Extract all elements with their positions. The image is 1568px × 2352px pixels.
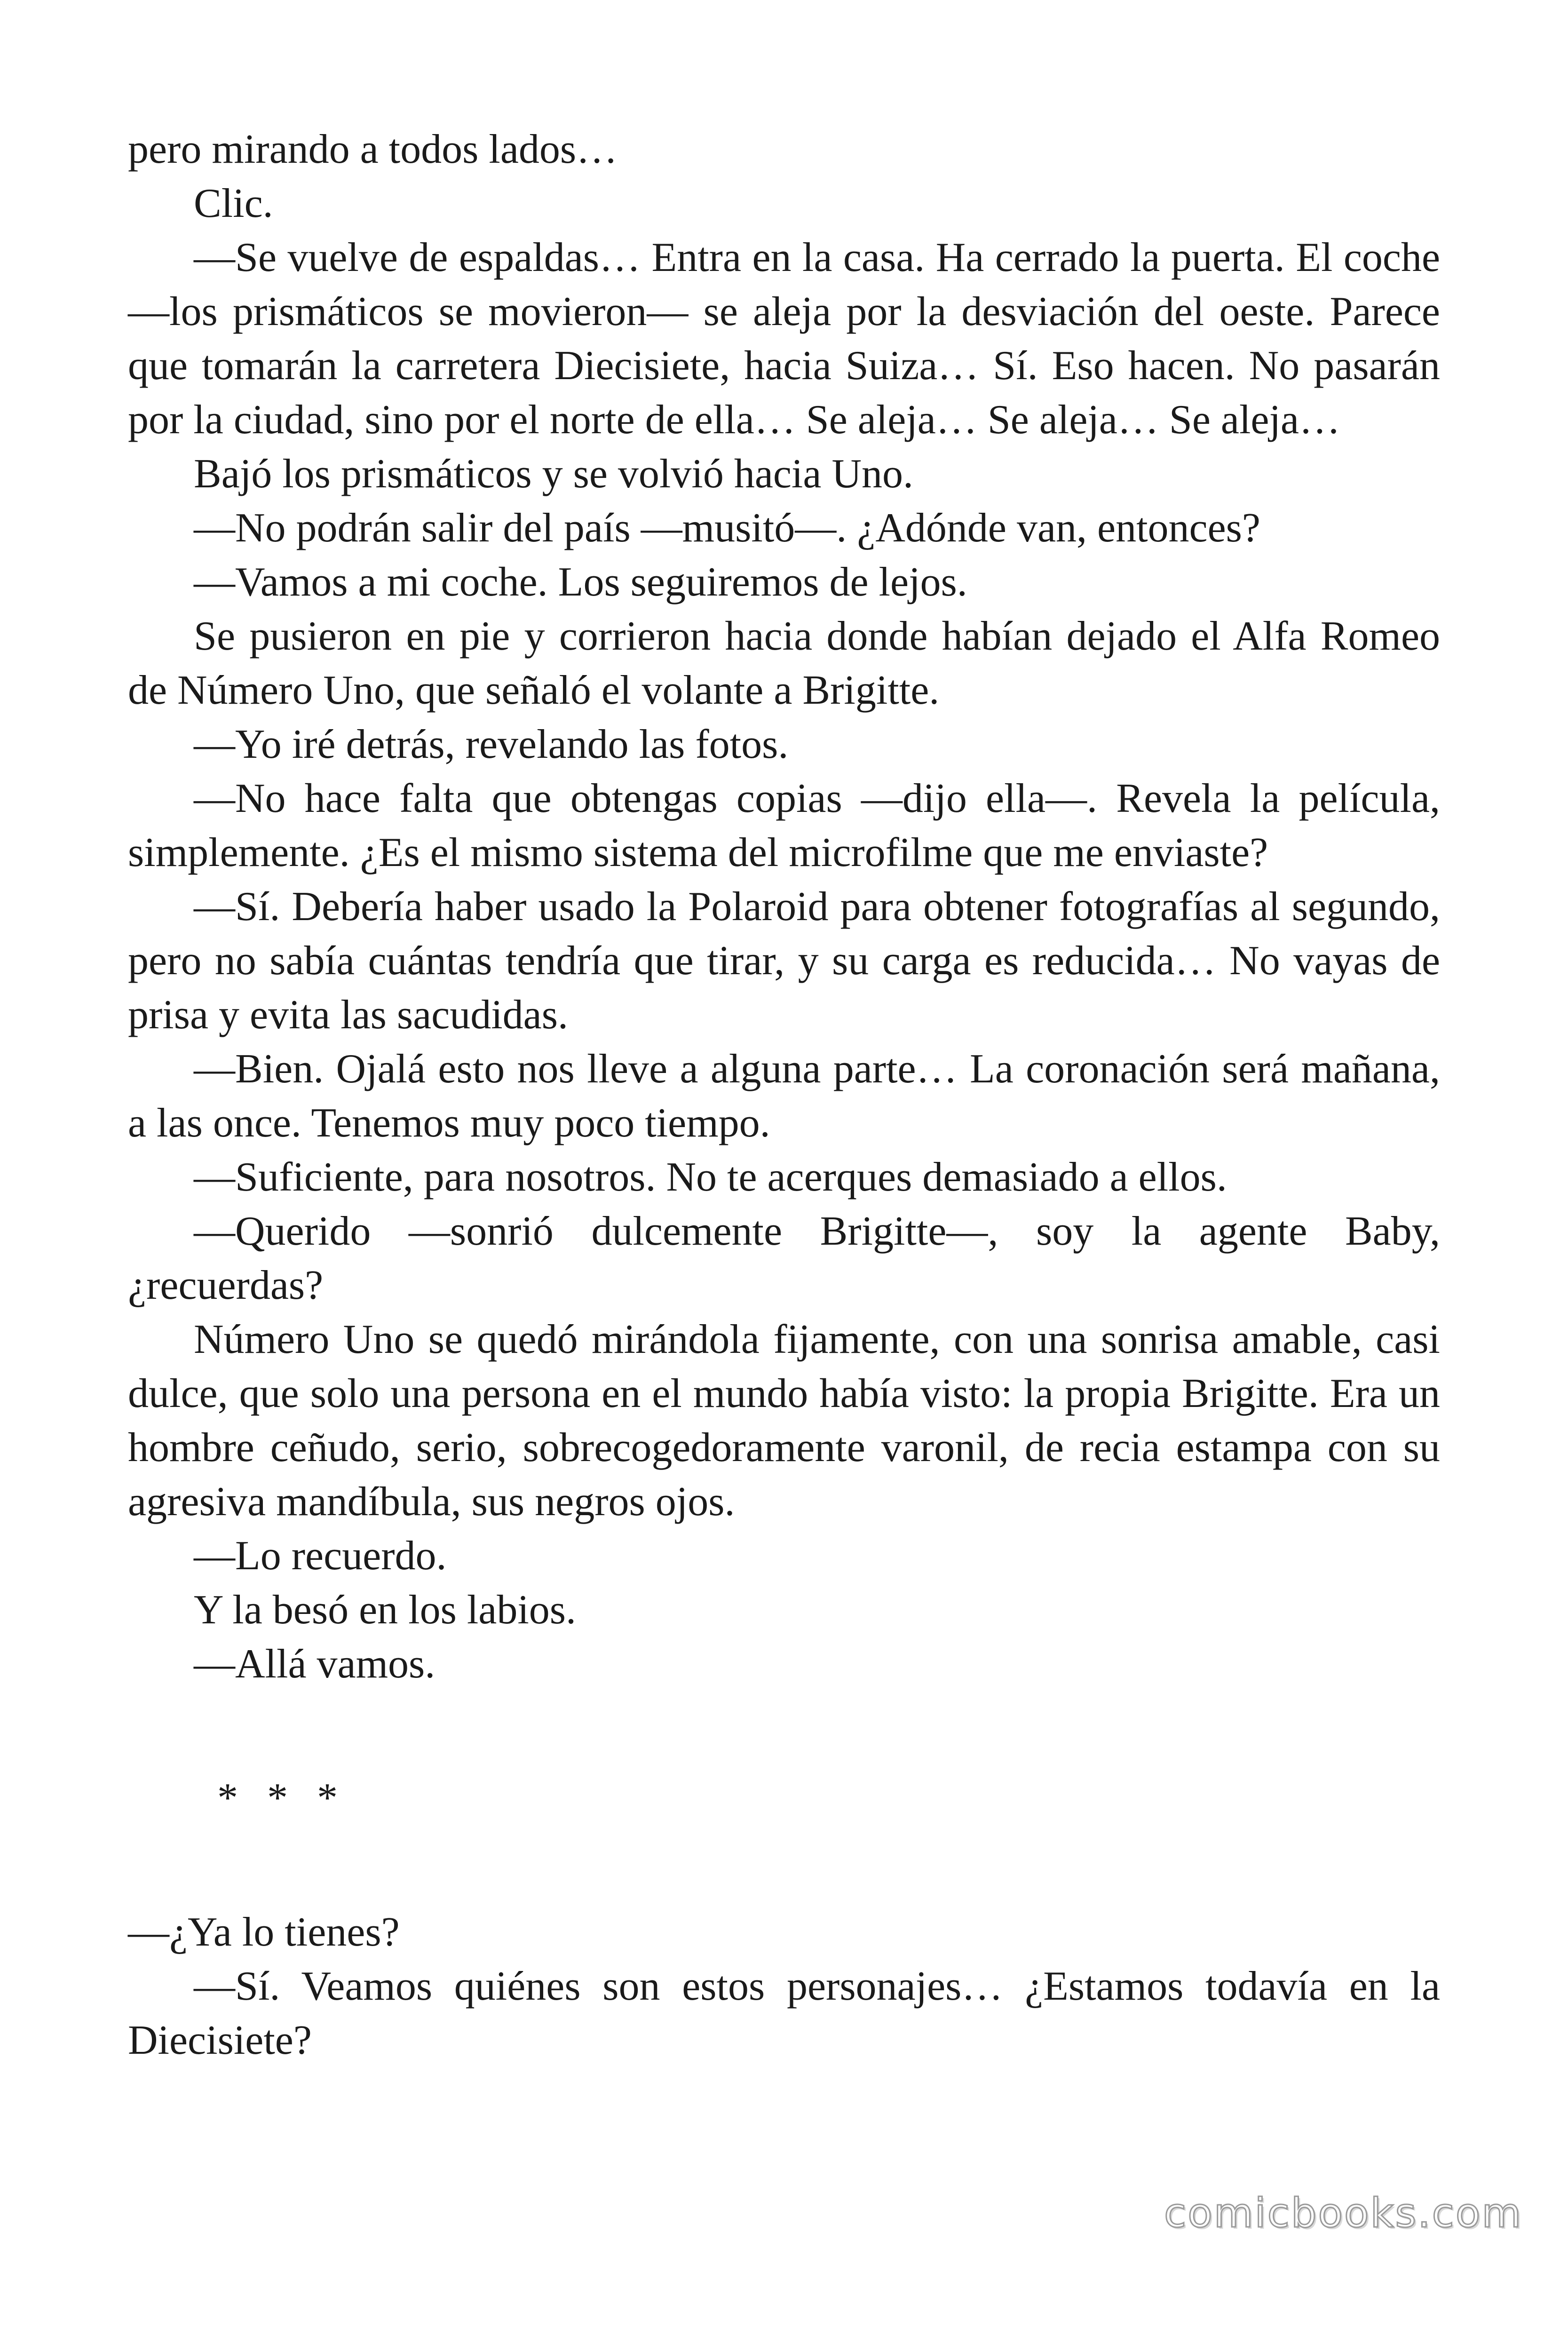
paragraph: —No hace falta que obtengas copias —dijo ella—. Revela la película, simplemente. ¿Es el mismo sistema del microfilme que me enviaste? xyxy=(128,776,1440,875)
paragraph: —Allá vamos. xyxy=(194,1641,436,1687)
paragraph: Bajó los prismáticos y se volvió hacia Uno. xyxy=(194,451,913,497)
paragraph: Se pusieron en pie y corrieron hacia donde habían dejado el Alfa Romeo de Número Uno, que señaló el volante a Brigitte. xyxy=(128,613,1440,713)
section-separator: * * * xyxy=(217,1775,347,1821)
paragraph: Clic. xyxy=(194,181,273,226)
paragraph: —Se vuelve de espaldas… Entra en la casa. Ha cerrado la puerta. El coche —los prismáticos se movieron— se aleja por la desviación del oeste. Parece que tomarán la carretera Diecisiete, hacia Suiza… Sí. Eso hacen. No pasarán por la ciudad, sino por el norte de ella… Se aleja… Se aleja… Se aleja… xyxy=(128,235,1440,443)
paragraph: Número Uno se quedó mirándola fijamente, con una sonrisa amable, casi dulce, que solo una persona en el mundo había visto: la propia Brigitte. Era un hombre ceñudo, serio, sobrecogedoramente varonil, de recia estampa con su agresiva mandíbula, sus negros ojos. xyxy=(128,1317,1440,1525)
paragraph: —¿Ya lo tienes? xyxy=(128,1909,400,1955)
section-gap xyxy=(128,1691,1440,1771)
text-block-top xyxy=(128,122,1440,1691)
paragraph: —Sí. Veamos quiénes son estos personajes… ¿Estamos todavía en la Diecisiete? xyxy=(128,1963,1440,2063)
paragraph: —Querido —sonrió dulcemente Brigitte—, soy la agente Baby, ¿recuerdas? xyxy=(128,1208,1440,1308)
paragraph: —Bien. Ojalá esto nos lleve a alguna parte… La coronación será mañana, a las once. Tenemos muy poco tiempo. xyxy=(128,1046,1440,1146)
paragraph: —No podrán salir del país —musitó—. ¿Adónde van, entonces? xyxy=(194,505,1260,551)
paragraph: —Sí. Debería haber usado la Polaroid para obtener fotografías al segundo, pero no sabía cuántas tendría que tirar, y su carga es reducida… No vayas de prisa y evita las sacudidas. xyxy=(128,884,1440,1038)
book-page xyxy=(128,122,1440,2067)
paragraph: —Suficiente, para nosotros. No te acerques demasiado a ellos. xyxy=(194,1154,1227,1200)
paragraph: —Vamos a mi coche. Los seguiremos de lejos. xyxy=(194,559,967,605)
paragraph: —Lo recuerdo. xyxy=(194,1533,447,1579)
paragraph: —Yo iré detrás, revelando las fotos. xyxy=(194,722,789,767)
text-block-bottom xyxy=(128,1905,1440,2067)
paragraph: Y la besó en los labios. xyxy=(194,1587,577,1633)
watermark-logo: comicbooks.com xyxy=(1164,2190,1523,2237)
section-gap xyxy=(128,1825,1440,1905)
paragraph: pero mirando a todos lados… xyxy=(128,127,618,172)
